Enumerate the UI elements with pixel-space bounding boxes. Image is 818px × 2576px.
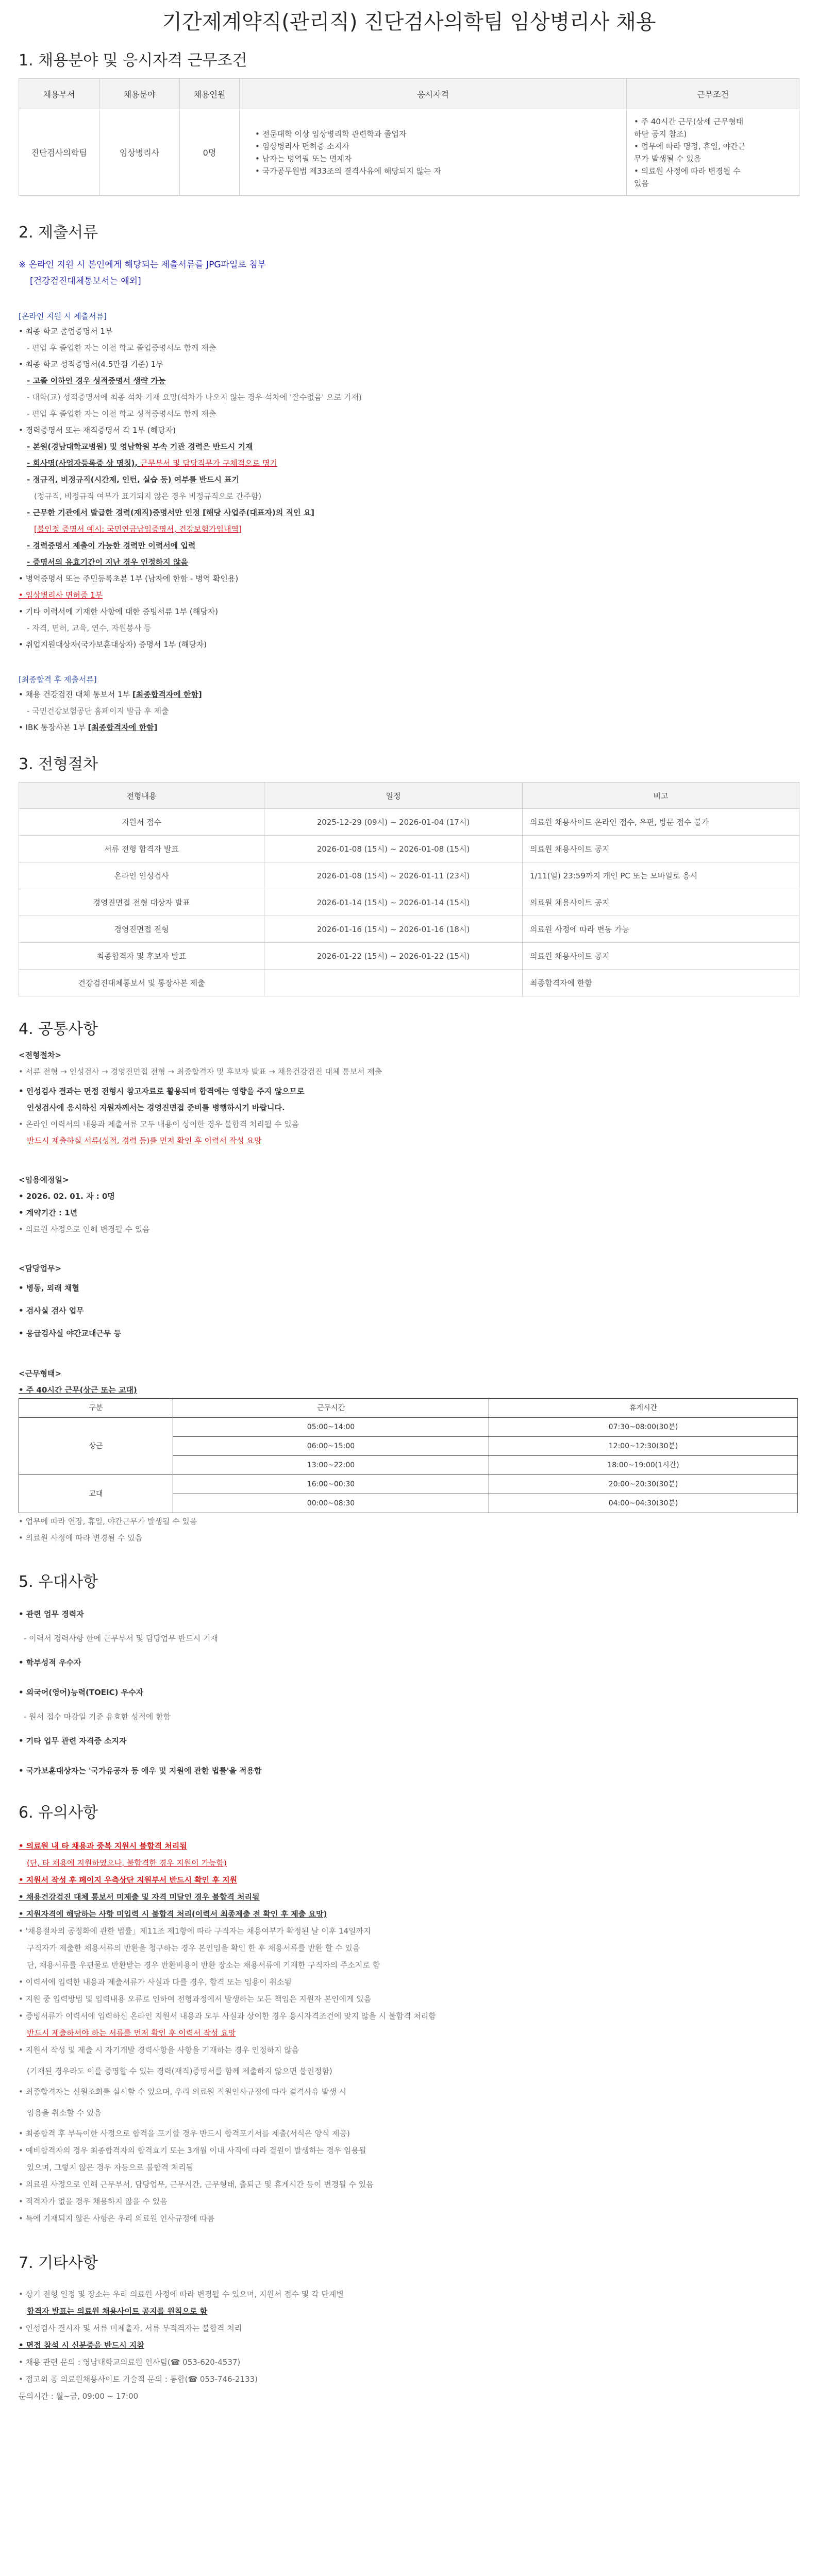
qualification-item: • 남자는 병역필 또는 면제자 — [255, 154, 352, 163]
process-step-cell: 최종합격자 및 후보자 발표 — [19, 943, 264, 970]
rest-time-cell: 20:00~20:30(30분) — [489, 1475, 798, 1494]
process-note-cell: 최종합격자에 한함 — [523, 970, 799, 996]
table-row — [19, 889, 799, 916]
table-header: 구분 — [19, 1399, 173, 1418]
list-item: • 국가보훈대상자는 '국가유공자 등 예우 및 지원에 관한 법률'을 적용함 — [19, 1766, 262, 1775]
section-heading-documents: 2. 제출서류 — [19, 224, 98, 242]
list-item: - 자격, 면허, 교육, 연수, 자원봉사 등 — [27, 623, 152, 633]
list-item: • 서류 전형 → 인성검사 → 경영진면접 전형 → 최종합격자 및 후보자 발표 → 채용건강검진 대체 통보서 제출 — [19, 1067, 382, 1076]
list-item: • 채용건강검진 대체 통보서 미제출 및 자격 미달인 경우 불합격 처리됨 — [19, 1892, 260, 1902]
dept-cell: 진단검사의학팀 — [19, 109, 99, 196]
list-item: • 특에 기재되지 않은 사항은 우리 의료원 인사규정에 따름 — [19, 2214, 215, 2223]
list-item: 임용을 취소할 수 있음 — [27, 2108, 102, 2117]
table-header-row — [19, 783, 799, 809]
list-item: • 응급검사실 야간교대근무 등 — [19, 1329, 122, 1338]
list-item: • 최종합격자는 신원조회를 실시할 수 있으며, 우리 의료원 직원인사규정에 따라 결격사유 발생 시 — [19, 2087, 346, 2096]
condition-line: 있음 — [634, 178, 649, 188]
table-header: 응시자격 — [240, 79, 627, 109]
list-item: - 근무한 기관에서 발급한 경력(재직)증명서만 인정 [해당 사업주(대표자)의 직인 요] — [27, 508, 315, 517]
list-item-emphasis: [최종합격자에 한함] — [132, 690, 202, 699]
notes-section — [19, 1831, 799, 2227]
list-item: • 의료원 사정으로 인해 근무부서, 담당업무, 근무시간, 근무형태, 출퇴근 및 휴게시간 등이 변경될 수 있음 — [19, 2180, 374, 2189]
list-item: - 본원(경남대학교병원) 및 영남학원 부속 기관 경력은 반드시 기재 — [27, 442, 253, 451]
notice-line: [건강검진대체통보서는 예외] — [30, 276, 141, 286]
table-row — [19, 109, 799, 196]
table-header: 채용인원 — [180, 79, 240, 109]
list-item: • 인성검사 결시자 및 서류 미제출자, 서류 부적격자는 불합격 처리 — [19, 2324, 242, 2333]
list-item: • 임상병리사 면허증 1부 — [19, 590, 103, 600]
table-header: 근무조건 — [627, 79, 799, 109]
table-row — [19, 1475, 798, 1494]
list-item: (정규직, 비정규직 여부가 표기되지 않은 경우 비정규직으로 간주함) — [34, 492, 262, 501]
work-time-cell: 06:00~15:00 — [173, 1437, 489, 1456]
list-item: 반드시 제출하셔야 하는 서류를 먼저 확인 후 이력서 작성 요망 — [27, 2028, 236, 2038]
table-header: 비고 — [523, 783, 799, 809]
list-item: 구직자가 제출한 채용서류의 반환을 청구하는 경우 본인임을 확인 한 후 채용서류를 반환 할 수 있음 — [27, 1943, 360, 1953]
table-header: 채용분야 — [99, 79, 180, 109]
list-item-emphasis: [최종합격자에 한함] — [88, 723, 158, 732]
list-item: 단, 채용서류를 우편물로 반환받는 경우 반환비용이 반환 장소는 채용서류에 기재한 구직자의 주소지로 함 — [27, 1960, 380, 1970]
list-item: • 2026. 02. 01. 자 : 0명 — [19, 1192, 115, 1201]
process-note-cell: 의료원 채용사이트 공지 — [523, 836, 799, 862]
list-item: • 적격자가 없을 경우 채용하지 않을 수 있음 — [19, 2197, 168, 2206]
table-header: 전형내용 — [19, 783, 264, 809]
section-heading-notes: 6. 유의사항 — [19, 1804, 98, 1822]
group-label: [온라인 지원 시 제출서류] — [19, 312, 107, 321]
process-step-cell: 경영진면접 전형 대상자 발표 — [19, 889, 264, 916]
table-row — [19, 809, 799, 836]
list-item: • '채용절차의 공정화에 관한 법률」제11조 제1항에 따라 구직자는 채용여부가 확정된 날 이후 14일까지 — [19, 1926, 371, 1936]
condition-line: 무가 발생될 수 있음 — [634, 154, 702, 163]
list-item: - 경력증명서 제출이 가능한 경력만 이력서에 입력 — [27, 541, 196, 550]
documents-section — [19, 250, 799, 736]
process-step-cell: 온라인 인성검사 — [19, 862, 264, 889]
list-item: • 지원서 작성 후 페이지 우측상단 지원부서 반드시 확인 후 지원 — [19, 1875, 238, 1885]
table-row — [19, 943, 799, 970]
table-header-row — [19, 1399, 798, 1418]
list-item: - 정규직, 비정규직(시간제, 인턴, 실습 등) 여부를 반드시 표기 — [27, 475, 240, 484]
notice-line: ※ 온라인 지원 시 본인에게 해당되는 제출서류를 JPG파일로 첨부 — [19, 260, 266, 270]
process-step-cell: 경영진면접 전형 — [19, 916, 264, 943]
page-root — [19, 0, 799, 2405]
list-item: • 경력증명서 또는 재직증명서 각 1부 (해당자) — [19, 426, 176, 435]
table-header: 채용부서 — [19, 79, 99, 109]
group-label: <임용예정일> — [19, 1175, 69, 1184]
list-item: • 병동, 외래 채혈 — [19, 1283, 79, 1293]
list-item: - 국민건강보험공단 홈페이지 발급 후 제출 — [27, 706, 169, 716]
list-item: • 인성검사 결과는 면접 전형시 참고자료로 활용되며 합격에는 영향을 주지 않으므로 — [19, 1087, 305, 1096]
list-item: • 의료원 내 타 채용과 중복 지원시 불합격 처리됨 — [19, 1841, 187, 1851]
list-item: - 편입 후 졸업한 자는 이전 학교 성적증명서도 함께 제출 — [27, 409, 216, 418]
group-label: <근무형태> — [19, 1369, 62, 1378]
recruitment-table — [19, 78, 799, 196]
etc-section — [19, 2281, 799, 2405]
list-item-part: • 채용 건강검진 대체 통보서 1부 — [19, 690, 132, 699]
group-label: [최종합격 후 제출서류] — [19, 675, 97, 684]
process-note-cell: 1/11(일) 23:59까지 개인 PC 또는 모바일로 응시 — [523, 862, 799, 889]
list-item: • 면접 참석 시 신분증을 반드시 지참 — [19, 2341, 144, 2350]
list-item: • 의료원 사정에 따라 변경될 수 있음 — [19, 1533, 143, 1543]
work-category-cell: 상근 — [19, 1418, 173, 1475]
table-row — [19, 1418, 798, 1437]
group-label: <담당업무> — [19, 1264, 62, 1273]
list-item: • 온라인 이력서의 내용과 제출서류 모두 내용이 상이한 경우 불합격 처리될 수 있음 — [19, 1120, 299, 1129]
list-item: - 고졸 이하인 경우 성적증명서 생략 가능 — [27, 376, 166, 385]
list-item: • 상기 전형 일정 및 장소는 우리 의료원 사정에 따라 변경될 수 있으며, 지원서 접수 및 각 단계별 — [19, 2290, 344, 2299]
common-section — [19, 1047, 799, 1546]
list-item: (단, 타 채용에 지원하였으나, 불합격한 경우 지원이 가능함) — [27, 1858, 227, 1868]
qualification-item: • 임상병리사 면허증 소지자 — [255, 141, 349, 151]
list-item — [19, 719, 799, 736]
qualification-cell — [240, 109, 627, 196]
condition-line: • 의료원 사정에 따라 변경될 수 — [634, 166, 741, 176]
list-item — [19, 686, 799, 703]
list-item: - 편입 후 졸업한 자는 이전 학교 졸업증명서도 함께 제출 — [27, 343, 216, 352]
process-date-cell: 2026-01-08 (15시) ~ 2026-01-08 (15시) — [264, 836, 523, 862]
count-cell: 0명 — [180, 109, 240, 196]
table-row — [19, 916, 799, 943]
section-heading-process: 3. 전형절차 — [19, 755, 98, 773]
rest-time-cell: 18:00~19:00(1시간) — [489, 1456, 798, 1475]
list-item: 합격자 발표는 의료원 채용사이트 공지를 원칙으로 함 — [27, 2307, 208, 2316]
list-item: - 대학(교) 성적증명서에 최종 석차 기재 요망(석차가 나오지 않는 경우 석차에 '잘수없음' 으로 기재) — [27, 393, 362, 402]
field-cell: 임상병리사 — [99, 109, 180, 196]
list-item: • 예비합격자의 경우 최종합격자의 합격효기 또는 3개월 이내 사직에 따라 결원이 발생하는 경우 임용될 — [19, 2146, 366, 2155]
list-item: • 지원자격에 해당하는 사항 미입력 시 불합격 처리(이력서 최종제출 전 확인 후 제출 요망) — [19, 1909, 327, 1919]
table-row — [19, 970, 799, 996]
list-item: • 기타 업무 관련 자격증 소지자 — [19, 1736, 127, 1745]
qualification-item: • 국가공무원법 제33조의 결격사유에 해당되지 않는 자 — [255, 166, 441, 176]
list-item: • 주 40시간 근무(상근 또는 교대) — [19, 1385, 137, 1395]
work-time-cell: 05:00~14:00 — [173, 1418, 489, 1437]
process-date-cell: 2026-01-14 (15시) ~ 2026-01-14 (15시) — [264, 889, 523, 916]
process-table — [19, 782, 799, 996]
list-item: • 검사실 검사 업무 — [19, 1306, 84, 1315]
work-time-cell: 13:00~22:00 — [173, 1456, 489, 1475]
table-row — [19, 862, 799, 889]
condition-cell — [627, 109, 799, 196]
list-item: (기재된 경우라도 이를 증명할 수 있는 경력(재직)증명서를 함께 제출하지 않으면 불인정함) — [27, 2066, 332, 2076]
qualification-item: • 전문대학 이상 임상병리학 관련학과 졸업자 — [255, 129, 407, 139]
list-item: 문의시간 : 월~금, 09:00 ~ 17:00 — [19, 2392, 139, 2401]
list-item: • 계약기간 : 1년 — [19, 1208, 78, 1217]
process-date-cell: 2026-01-08 (15시) ~ 2026-01-11 (23시) — [264, 862, 523, 889]
list-item: • 학부성적 우수자 — [19, 1658, 81, 1667]
list-item: • 지원서 작성 및 제출 시 자기개발 경력사항을 사항을 기재하는 경우 인정하지 않음 — [19, 2045, 299, 2055]
process-note-cell: 의료원 채용사이트 공지 — [523, 889, 799, 916]
table-header: 일정 — [264, 783, 523, 809]
list-item: - 이력서 경력사항 한에 근무부서 및 담당업무 반드시 기재 — [24, 1634, 218, 1643]
work-time-cell: 00:00~08:30 — [173, 1494, 489, 1513]
process-date-cell — [264, 970, 523, 996]
process-date-cell: 2026-01-16 (15시) ~ 2026-01-16 (18시) — [264, 916, 523, 943]
section-heading-etc: 7. 기타사항 — [19, 2254, 98, 2272]
page-title: 기간제계약직(관리직) 진단검사의학팀 임상병리사 채용 — [162, 10, 656, 34]
table-header: 근무시간 — [173, 1399, 489, 1418]
condition-line: • 주 40시간 근무(상세 근무형태 — [634, 116, 744, 126]
section-heading-common: 4. 공통사항 — [19, 1020, 98, 1038]
section-heading-recruitment: 1. 채용분야 및 응시자격 근무조건 — [19, 52, 247, 70]
process-step-cell: 서류 전형 합격자 발표 — [19, 836, 264, 862]
list-item: • 관련 업무 경력자 — [19, 1609, 84, 1619]
group-label: <전형절차> — [19, 1050, 62, 1060]
condition-line: 하단 공지 참조) — [634, 129, 687, 139]
list-item: - 증명서의 유효기간이 지난 경우 인정하지 않음 — [27, 557, 188, 567]
list-item: • 채용 관련 문의 : 영남대학교의료원 인사팀(☎ 053-620-4537) — [19, 2358, 241, 2367]
process-date-cell: 2025-12-29 (09시) ~ 2026-01-04 (17시) — [264, 809, 523, 836]
list-item: • 이력서에 입력한 내용과 제출서류가 사실과 다를 경우, 합격 또는 임용이 취소됨 — [19, 1977, 292, 1987]
list-item: • 의료원 사정으로 인해 변경될 수 있음 — [19, 1225, 150, 1234]
list-item: • 업무에 따라 연장, 휴일, 야간근무가 발생될 수 있음 — [19, 1517, 197, 1526]
process-step-cell: 건강검진대체통보서 및 통장사본 제출 — [19, 970, 264, 996]
list-item: • 지원 중 입력방법 및 입력내용 오류로 인하여 전형과정에서 발생하는 모든 책임은 지원자 본인에게 있음 — [19, 1994, 372, 2004]
preference-section — [19, 1600, 799, 1780]
list-item: • 병역증명서 또는 주민등록초본 1부 (남자에 한함 - 병역 확인용) — [19, 574, 239, 583]
work-category-cell: 교대 — [19, 1475, 173, 1513]
list-item: [불인정 증명서 예시: 국민연금납입증명서, 건강보험가입내역] — [34, 524, 242, 534]
list-item: 있으며, 그렇지 않은 경우 자동으로 불합격 처리됨 — [27, 2163, 194, 2172]
list-item: • 기타 이력서에 기재한 사항에 대한 증빙서류 1부 (해당자) — [19, 607, 219, 616]
list-item: • 최종합격 후 부득이한 사정으로 합격을 포기할 경우 반드시 합격포기서를 제출(서식은 양식 제공) — [19, 2129, 350, 2138]
list-item: • 증빙서류가 이력서에 입력하신 온라인 지원서 내용과 모두 사실과 상이한 경우 응시자격조건에 맞지 않을 시 불합격 처리함 — [19, 2011, 436, 2021]
list-item: • 취업지원대상자(국가보훈대상자) 증명서 1부 (해당자) — [19, 640, 207, 649]
list-item-part: • IBK 통장사본 1부 — [19, 723, 88, 732]
list-item: • 최종 학교 졸업증명서 1부 — [19, 327, 113, 336]
work-schedule-table — [19, 1398, 798, 1513]
process-date-cell: 2026-01-22 (15시) ~ 2026-01-22 (15시) — [264, 943, 523, 970]
list-item — [19, 455, 799, 471]
rest-time-cell: 04:00~04:30(30분) — [489, 1494, 798, 1513]
process-note-cell: 의료원 사정에 따라 변동 가능 — [523, 916, 799, 943]
process-note-cell: 의료원 채용사이트 온라인 접수, 우편, 방문 접수 불가 — [523, 809, 799, 836]
list-item-part: - 회사명(사업자등록증 상 명칭), — [27, 459, 141, 468]
list-item-emphasis: 근무부서 및 담당직무가 구체적으로 명기 — [140, 459, 277, 468]
table-header: 휴게시간 — [489, 1399, 798, 1418]
table-header-row — [19, 79, 799, 109]
rest-time-cell: 07:30~08:00(30분) — [489, 1418, 798, 1437]
list-item: • 외국어(영어)능력(TOEIC) 우수자 — [19, 1688, 144, 1697]
list-item: • 접고외 공 의료원채용사이트 기술적 문의 : 통합(☎ 053-746-2133) — [19, 2375, 258, 2384]
work-time-cell: 16:00~00:30 — [173, 1475, 489, 1494]
process-note-cell: 의료원 채용사이트 공지 — [523, 943, 799, 970]
section-heading-preference: 5. 우대사항 — [19, 1573, 98, 1591]
list-item: • 최종 학교 성적증명서(4.5만점 기준) 1부 — [19, 360, 163, 369]
list-item: 인성검사에 응시하신 지원자께서는 경영진면접 준비를 병행하시기 바랍니다. — [27, 1103, 285, 1112]
list-item: - 원서 접수 마감일 기준 유효한 성적에 한함 — [24, 1712, 171, 1721]
rest-time-cell: 12:00~12:30(30분) — [489, 1437, 798, 1456]
table-row — [19, 836, 799, 862]
list-item: 반드시 제출하실 서류(성적, 경력 등)를 먼저 확인 후 이력서 작성 요망 — [27, 1136, 262, 1145]
condition-line: • 업무에 따라 명정, 휴일, 야간근 — [634, 141, 746, 151]
process-step-cell: 지원서 접수 — [19, 809, 264, 836]
